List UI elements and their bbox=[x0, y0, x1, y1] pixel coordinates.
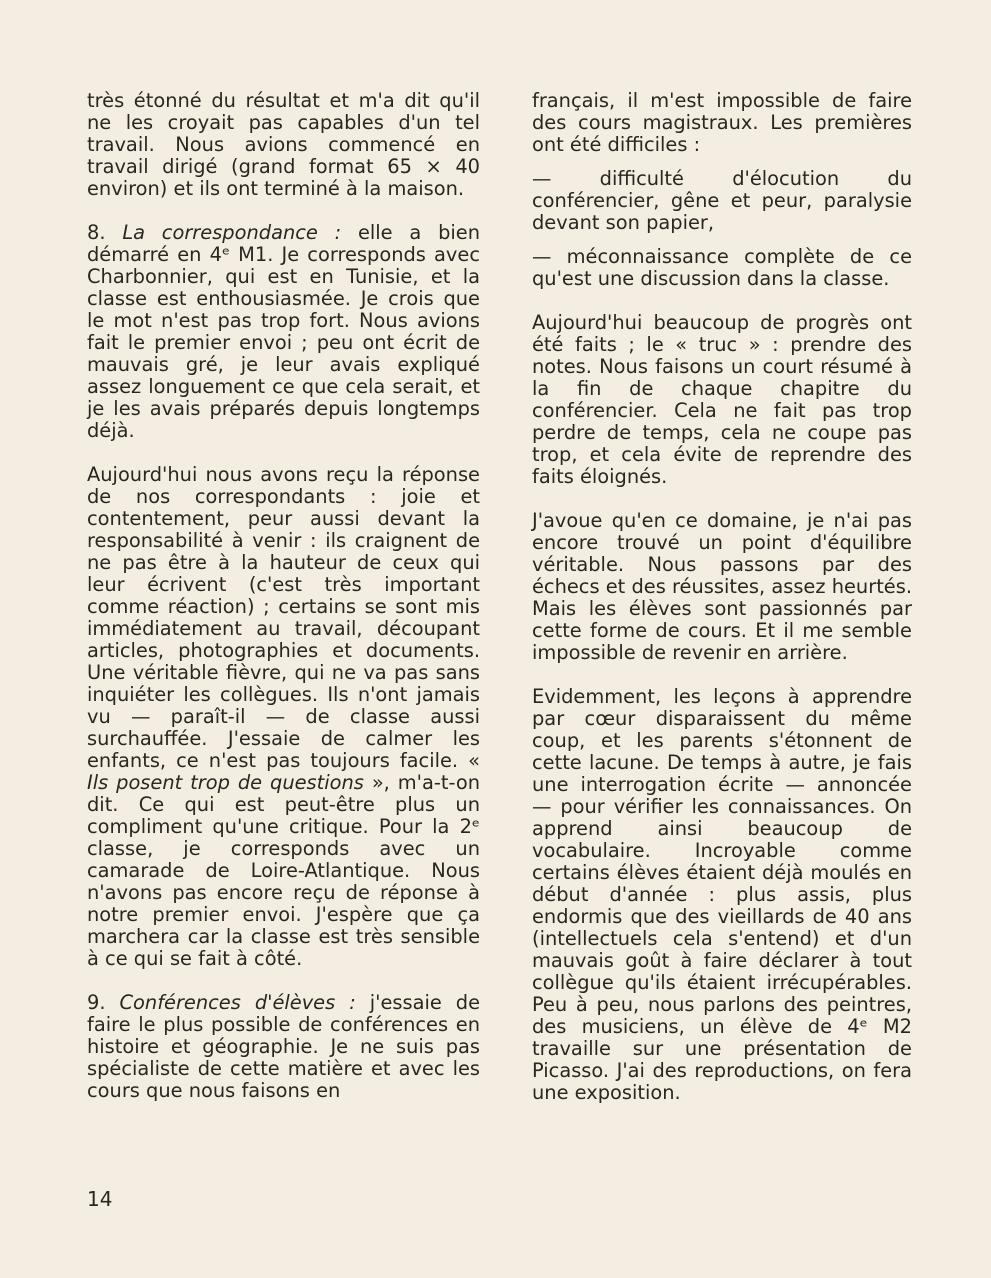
paragraph-continuation: très étonné du résultat et m'a dit qu'il ne les croyait pas capables d'un tel travail. Nous avions commencé en travail dirigé (grand format 65 × 40 environ) et ils ont terminé à la maison. bbox=[87, 89, 480, 200]
section-text: j'essaie de faire le plus possible de conférences en histoire et géographie. Je ne suis pas spécialiste de cette matière et avec les cours que nous faisons en bbox=[87, 991, 480, 1102]
section-title: La correspondance : bbox=[122, 221, 342, 244]
paragraph-evidemment: Evidemment, les leçons à apprendre par cœur disparaissent du même coup, et les parents s'étonnent de cette lacune. De temps à autre, je fais une interrogation écrite — annoncée — pour vérifier les connaissances. On apprend ainsi beaucoup de vocabulaire. Incroyable comme certains élèves étaient déjà moulés en début d'année : plus assis, plus endormis que des vieillards de 40 ans (intellectuels cela s'entend) et d'un mauvais goût à faire déclarer à tout collègue qu'ils étaient irrécupérables. Peu à peu, nous parlons des peintres, des musiciens, un élève de 4ᵉ M2 travaille sur une présentation de Picasso. J'ai des reproductions, on fera une exposition. bbox=[532, 685, 912, 1104]
paragraph-progres: Aujourd'hui beaucoup de progrès ont été faits ; le « truc » : prendre des notes. Nous faisons un court résumé à la fin de chaque chapitre du conférencier. Cela ne fait pas trop perdre de temps, cela ne coupe pas trop, et cela évite de reprendre des faits éloignés. bbox=[532, 311, 912, 488]
section-number: 8. bbox=[87, 221, 123, 244]
paragraph-conferences bbox=[87, 992, 480, 1102]
page-number: 14 bbox=[87, 1187, 113, 1211]
list-item-difficulte: — difficulté d'élocution du conférencier, gêne et peur, paralysie devant son papier, bbox=[532, 167, 912, 234]
right-column bbox=[532, 90, 912, 1126]
section-title: Conférences d'élèves : bbox=[119, 991, 356, 1014]
list-item-meconnaissance: — méconnaissance complète de ce qu'est une discussion dans la classe. bbox=[532, 245, 912, 290]
paragraph-text: Aujourd'hui nous avons reçu la réponse de nos correspondants : joie et contentement, peur aussi devant la responsabilité à venir : ils craignent de ne pas être à la hauteur de ceux qui leur écrivent (c'est très important comme réaction) ; certains se sont mis immédiatement au travail, découpant articles, photographies et documents. Une véritable fièvre, qui ne va pas sans inquiéter les collègues. Ils n'ont jamais vu — paraît-il — de classe aussi surchauffée. J'essaie de calmer les enfants, ce n'est pas toujours facile. « bbox=[87, 463, 480, 772]
quoted-text: Ils posent trop de questions bbox=[87, 771, 364, 794]
paragraph-correspondance bbox=[87, 222, 480, 442]
paragraph-reponse bbox=[87, 464, 480, 970]
section-text: elle a bien démarré en 4ᵉ M1. Je corresponds avec Charbonnier, qui est en Tunisie, et la classe est enthousiasmée. Je crois que le mot n'est pas trop fort. Nous avions fait le premier envoi ; peu ont écrit de mauvais gré, je leur avais expliqué assez longuement ce que cela serait, et je les avais préparés depuis longtemps déjà. bbox=[87, 221, 480, 442]
left-column bbox=[87, 90, 480, 1124]
paragraph-text: », m'a-t-on dit. Ce qui est peut-être plus un compliment qu'une critique. Pour la 2ᵉ classe, je corresponds avec un camarade de Loire-Atlantique. Nous n'avons pas encore reçu de réponse à notre premier envoi. J'espère que ça marchera car la classe est très sensible à ce qui se fait à côté. bbox=[87, 771, 480, 970]
section-number: 9. bbox=[87, 991, 120, 1014]
paragraph-equilibre: J'avoue qu'en ce domaine, je n'ai pas encore trouvé un point d'équilibre véritable. Nous passons par des échecs et des réussites, assez heurtés. Mais les élèves sont passionnés par cette forme de cours. Et il me semble impossible de revenir en arrière. bbox=[532, 509, 912, 664]
paragraph-francais: français, il m'est impossible de faire des cours magistraux. Les premières ont été difficiles : bbox=[532, 89, 912, 156]
